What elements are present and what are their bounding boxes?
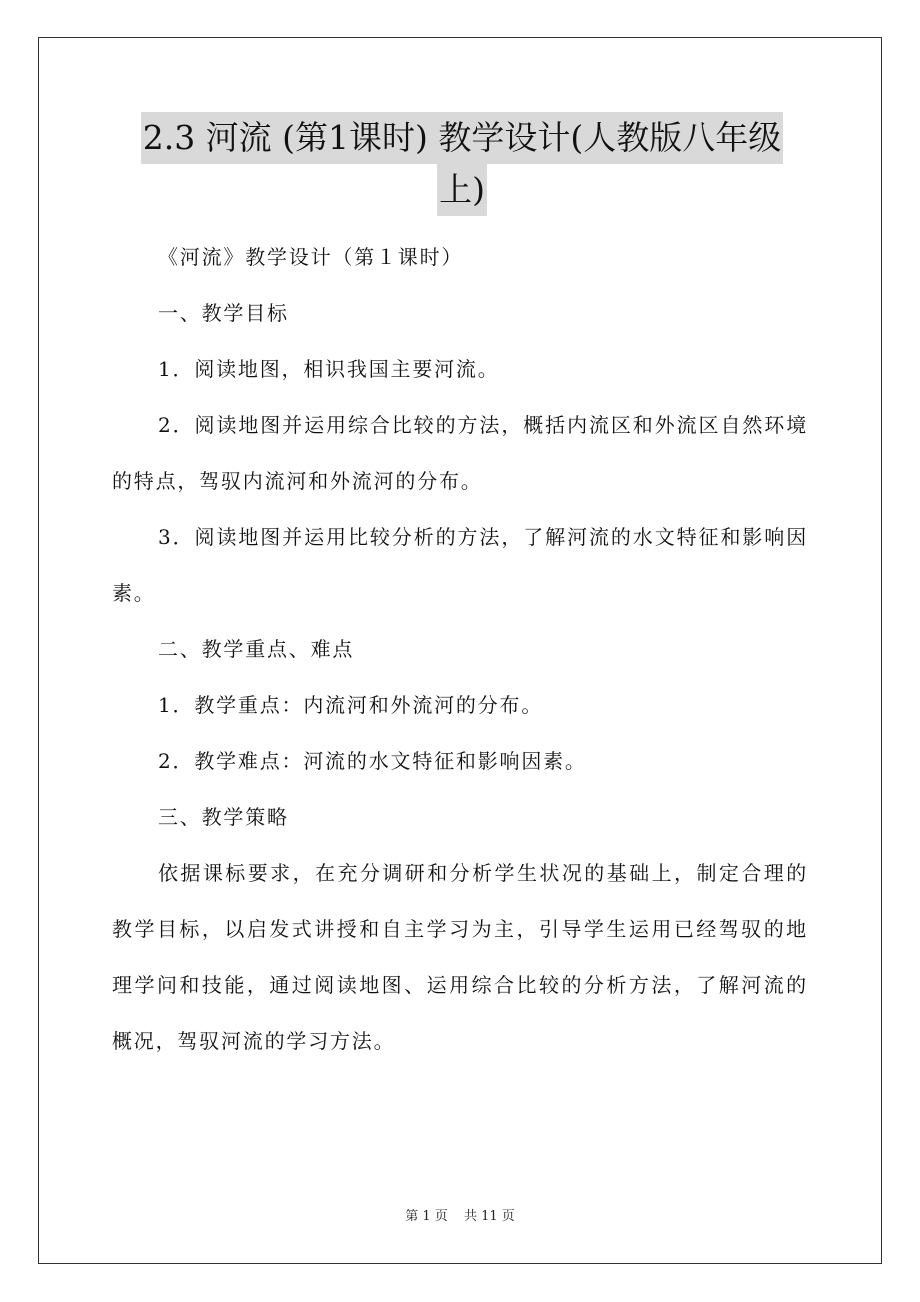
page-number: 第 1 页: [405, 1209, 448, 1224]
heading-strategy: 三、教学策略: [158, 805, 289, 829]
paragraph-goal-3: 3．阅读地图并运用比较分析的方法，了解河流的水文特征和影响因素。: [112, 525, 808, 605]
heading-key-points: 二、教学重点、难点: [158, 637, 355, 661]
paragraph-difficulty: 2．教学难点：河流的水文特征和影响因素。: [158, 749, 587, 773]
title-line-2: 上): [437, 164, 487, 216]
paragraph-subtitle: 《河流》教学设计（第１课时）: [158, 245, 464, 269]
page-footer: [0, 1205, 920, 1224]
page-total: 共 11 页: [463, 1209, 515, 1224]
paragraph-strategy: 依据课标要求，在充分调研和分析学生状况的基础上，制定合理的教学目标，以启发式讲授和自主学习为主，引导学生运用已经驾驭的地理学问和技能，通过阅读地图、运用综合比较的分析方法，了解河流的概况，驾驭河流的学习方法。: [112, 861, 808, 1053]
paragraph-key-point: 1．教学重点：内流河和外流河的分布。: [158, 693, 544, 717]
document-body: [112, 229, 808, 1069]
title-line-1: 2.3 河流 (第1课时) 教学设计(人教版八年级: [141, 112, 784, 164]
heading-teaching-goals: 一、教学目标: [158, 301, 289, 325]
paragraph-goal-1: 1．阅读地图，相识我国主要河流。: [158, 357, 500, 381]
document-title: [112, 112, 812, 216]
paragraph-goal-2: 2．阅读地图并运用综合比较的方法，概括内流区和外流区自然环境的特点，驾驭内流河和外流河的分布。: [112, 413, 808, 493]
